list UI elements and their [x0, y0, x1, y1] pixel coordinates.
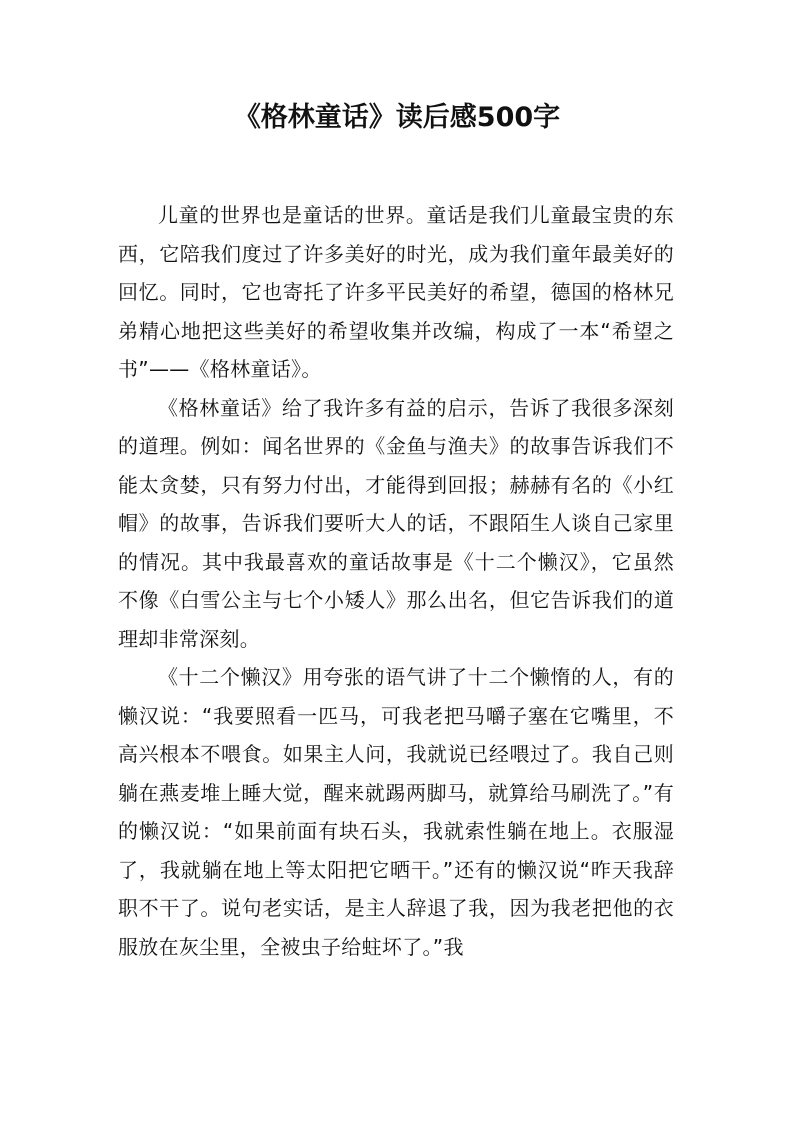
- paragraph: 《格林童话》给了我许多有益的启示，告诉了我很多深刻的道理。例如：闻名世界的《金鱼与渔夫》的故事告诉我们不能太贪婪，只有努力付出，才能得到回报；赫赫有名的《小红帽》的故事，告诉我们要听大人的话，不跟陌生人谈自己家里的情况。其中我最喜欢的童话故事是《十二个懒汉》，它虽然不像《白雪公主与七个小矮人》那么出名，但它告诉我们的道理却非常深刻。: [118, 395, 674, 651]
- paragraph: 《十二个懒汉》用夸张的语气讲了十二个懒惰的人，有的懒汉说：“我要照看一匹马，可我老把马嚼子塞在它嘴里，不高兴根本不喂食。如果主人问，我就说已经喂过了。我自己则躺在燕麦堆上睡大觉，醒来就踢两脚马，就算给马刷洗了。”有的懒汉说：“如果前面有块石头，我就索性躺在地上。衣服湿了，我就躺在地上等太阳把它晒干。”还有的懒汉说“昨天我辞职不干了。说句老实话，是主人辞退了我，因为我老把他的衣服放在灰尘里，全被虫子给蛀坏了。”我: [118, 665, 674, 959]
- paragraph: 儿童的世界也是童话的世界。童话是我们儿童最宝贵的东西，它陪我们度过了许多美好的时光，成为我们童年最美好的回忆。同时，它也寄托了许多平民美好的希望，德国的格林兄弟精心地把这些美好的希望收集并改编，构成了一本“希望之书”——《格林童话》。: [118, 203, 674, 381]
- document-title: 《格林童话》读后感500字: [233, 102, 561, 133]
- document-body: [118, 196, 674, 966]
